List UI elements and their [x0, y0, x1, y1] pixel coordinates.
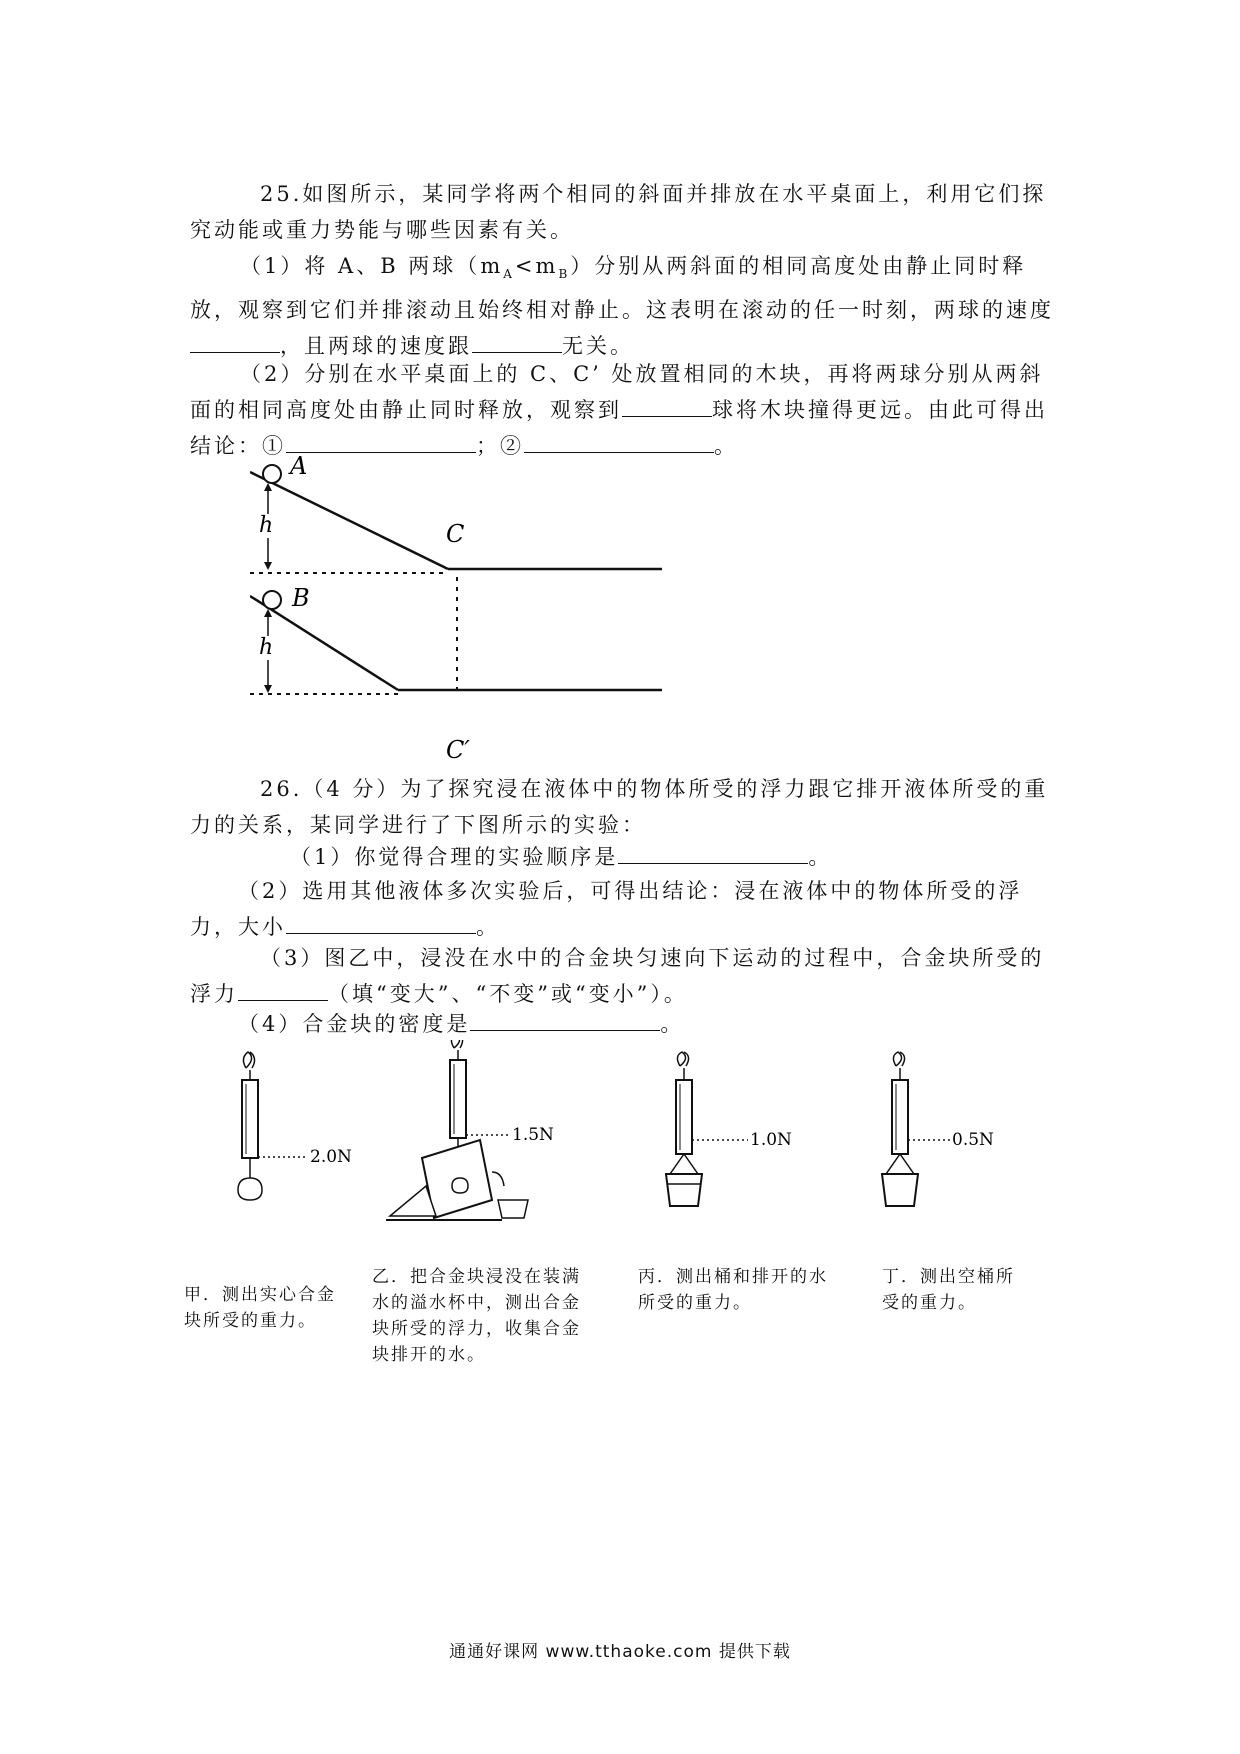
q26-sub2 — [190, 873, 1060, 945]
q26-sub1-end: 。 — [808, 845, 833, 869]
label-c-prime: C′ — [446, 736, 470, 764]
caption-ding: 丁．测出空桶所受的重力。 — [882, 1267, 1015, 1313]
q26-sub2-text: （2）选用其他液体多次实验后，可得出结论：浸在液体中的物体所受的浮力，大小 — [190, 879, 1023, 939]
bucket-with-water — [666, 1174, 702, 1206]
reading-bing: 1.0N — [750, 1130, 792, 1150]
ball-b — [263, 591, 281, 609]
answer-blank-4[interactable] — [286, 430, 476, 453]
arrow-head-icon — [264, 685, 272, 693]
q26-stem — [190, 771, 1060, 843]
hand-icon — [451, 1040, 462, 1048]
reading-jia: 2.0N — [310, 1147, 352, 1167]
q26-stem-text: 26.（4 分）为了探究浸在液体中的物体所受的浮力跟它排开液体所受的重力的关系，某同学进行了下图所示的实验： — [190, 777, 1049, 837]
arrow-head-icon — [264, 562, 272, 570]
scale-jia — [238, 1052, 352, 1200]
hand-icon — [243, 1052, 254, 1068]
incline-top-slope — [250, 472, 448, 569]
spring-scale-body — [242, 1080, 258, 1158]
hand-icon — [893, 1052, 904, 1066]
incline-figure — [250, 452, 680, 772]
q25-part2-intro: （2）分别在水平桌面上的 C、C’ 处放置相同的木块，再将两球分别从两斜面的相同高度处由静止同时释放，观察到 — [190, 362, 1044, 422]
q25-part2-end: 。 — [714, 434, 738, 458]
answer-blank-9[interactable] — [470, 1008, 660, 1031]
label-b: B — [292, 584, 310, 612]
q25-part1-mid: ，且两球的速度跟 — [280, 334, 472, 359]
answer-blank-2[interactable] — [472, 330, 562, 353]
q25-stem-text: 25.如图所示，某同学将两个相同的斜面并排放在水平桌面上，利用它们探究动能或重力势能与哪些因素有关。 — [190, 182, 1047, 242]
caption-bing: 丙．测出桶和排开的水所受的重力。 — [638, 1267, 828, 1313]
mass-b-symbol: $m_B$ — [535, 254, 571, 282]
spring-scale-body — [892, 1080, 908, 1154]
q26-sub3-end: （填“变大”、“不变”或“变小”）。 — [328, 982, 688, 1006]
ball-a — [263, 465, 281, 483]
answer-blank-7[interactable] — [286, 911, 476, 934]
label-a: A — [290, 452, 308, 480]
less-than-sign: < — [514, 254, 536, 278]
alloy-block-icon — [452, 1178, 468, 1193]
caption-jia: 甲．测出实心合金块所受的重力。 — [184, 1285, 336, 1331]
caption-yi: 乙．把合金块浸没在装满水的溢水杯中，测出合金块所受的浮力，收集合金块排开的水。 — [372, 1267, 581, 1365]
footer-download-notice: 通通好课网 www.tthaoke.com 提供下载 — [449, 1642, 791, 1662]
label-h-top: h — [259, 513, 274, 538]
label-c: C — [446, 520, 465, 548]
reading-ding: 0.5N — [952, 1130, 994, 1150]
label-h-bottom: h — [259, 635, 274, 660]
spring-scale-body — [676, 1080, 692, 1154]
q26-sub4-text: （4）合金块的密度是 — [238, 1012, 471, 1036]
q25-part2 — [190, 356, 1060, 464]
q25-part1 — [190, 248, 1060, 364]
answer-blank-8[interactable] — [238, 978, 328, 1001]
answer-blank-5[interactable] — [524, 430, 714, 453]
scale-bing — [666, 1052, 792, 1206]
q25-part1-body: ）分别从两斜面的相同高度处由静止同时释放，观察到它们并排滚动且始终相对静止。这表明在滚动的任一时刻，两球的速度 — [190, 254, 1054, 323]
arrow-head-icon — [264, 483, 272, 491]
q26-sub3 — [190, 940, 1060, 1012]
q25-part2-sep: ；② — [476, 434, 524, 458]
q25-part2-mid: 球将木块撞得更远。由此可得出结论：① — [190, 398, 1048, 458]
mass-a-symbol: $m_A$ — [480, 254, 515, 282]
q25-stem — [190, 176, 1060, 248]
answer-blank-3[interactable] — [622, 394, 712, 417]
scale-ding — [882, 1052, 994, 1206]
q26-sub4-end: 。 — [660, 1012, 685, 1036]
q26-sub1-text: （1）你觉得合理的实验顺序是 — [290, 845, 619, 869]
q25-part1-intro: （1）将 A、B 两球（ — [240, 254, 481, 278]
spring-scale-body — [450, 1060, 466, 1138]
reading-yi: 1.5N — [512, 1125, 554, 1145]
scale-yi — [386, 1040, 554, 1220]
empty-bucket — [882, 1174, 918, 1206]
q26-sub4 — [190, 1006, 1060, 1042]
answer-blank-6[interactable] — [618, 841, 808, 864]
hand-icon — [677, 1052, 688, 1066]
q26-sub3-text: （3）图乙中，浸没在水中的合金块匀速向下运动的过程中，合金块所受的浮力 — [190, 946, 1045, 1006]
small-beaker — [498, 1200, 528, 1218]
q26-sub2-end: 。 — [476, 915, 500, 939]
q26-sub1 — [190, 839, 1060, 875]
alloy-block-icon — [238, 1178, 262, 1200]
spring-scale-figures — [190, 1040, 1070, 1250]
q25-part1-end: 无关。 — [562, 334, 634, 359]
answer-blank-1[interactable] — [190, 330, 280, 353]
